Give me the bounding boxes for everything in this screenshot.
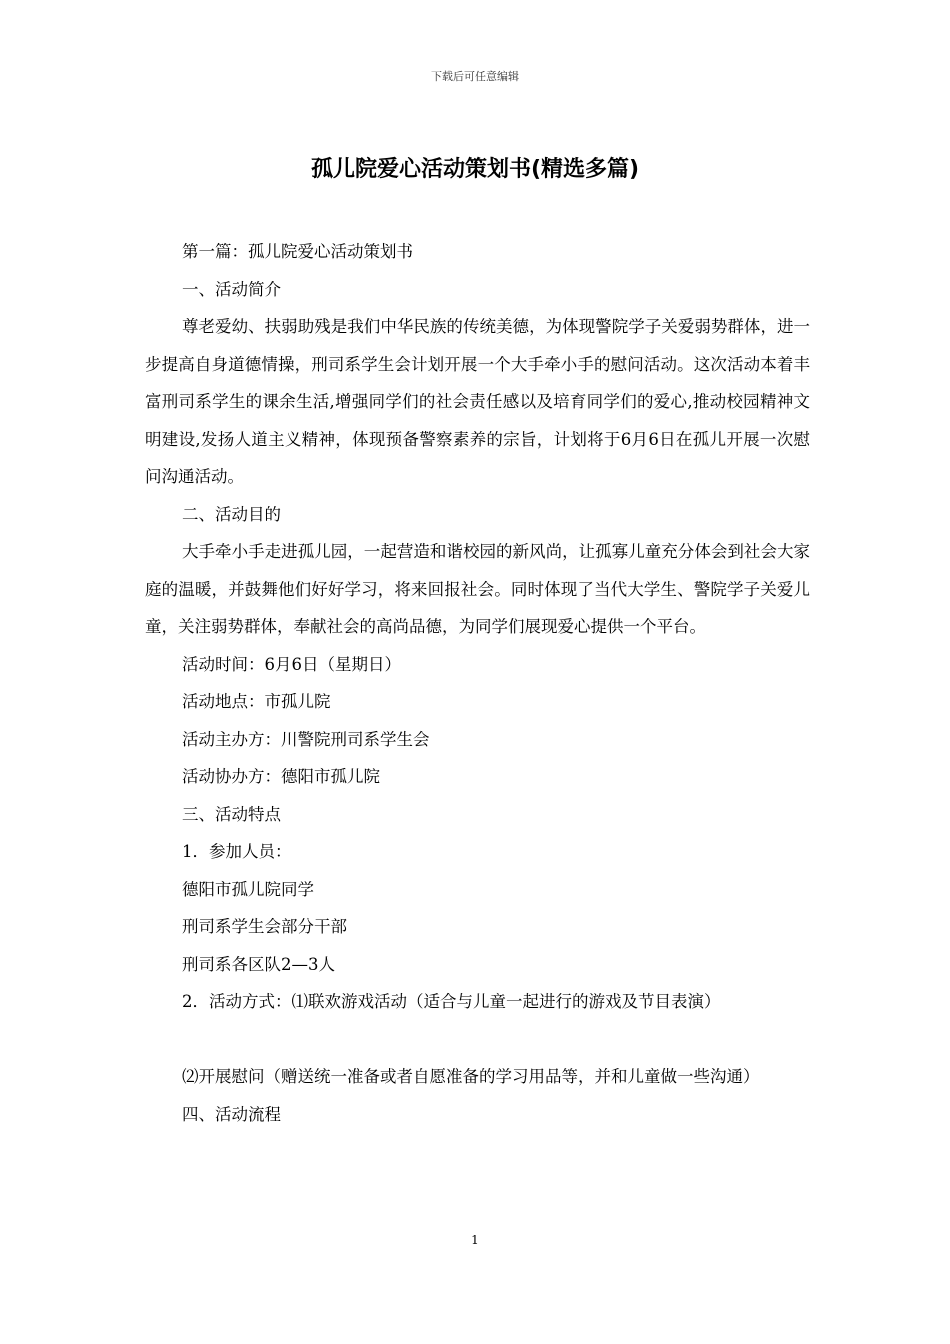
paragraph: ⑵开展慰问（赠送统一准备或者自愿准备的学习用品等，并和儿童做一些沟通） [182,1067,760,1086]
section-heading: 二、活动目的 [182,504,281,524]
text-line: 活动主办方：川警院刑司系学生会 [182,729,430,749]
text-line: 活动协办方：德阳市孤儿院 [182,767,380,786]
text-line: 2．活动方式：⑴联欢游戏活动（适合与儿童一起进行的游戏及节目表演） [182,992,721,1011]
text-line: 活动地点：市孤儿院 [182,692,331,711]
text-line: 活动时间：6月6日（星期日） [182,654,401,674]
section-heading: 一、活动简介 [182,279,281,299]
document-body [145,233,810,1133]
document-title: 孤儿院爱心活动策划书(精选多篇) [310,157,640,182]
paragraph: 大手牵小手走进孤儿园，一起营造和谐校园的新风尚，让孤寡儿童充分体会到社会大家庭的温暖，并鼓舞他们好好学习，将来回报社会。同时体现了当代大学生、警院学子关爱儿童，关注弱势群体，奉献社会的高尚品德，为同学们展现爱心提供一个平台。 [145,542,810,636]
page-number: 1 [471,1233,479,1247]
section-heading: 第一篇：孤儿院爱心活动策划书 [182,242,413,261]
section-heading: 三、活动特点 [182,804,281,824]
text-line: 刑司系各区队2—3人 [182,954,335,974]
text-line: 1．参加人员： [182,842,292,861]
paragraph: 尊老爱幼、扶弱助残是我们中华民族的传统美德，为体现警院学子关爱弱势群体，进一步提高自身道德情操，刑司系学生会计划开展一个大手牵小手的慰问活动。这次活动本着丰富刑司系学生的课余生活,增强同学们的社会责任感以及培育同学们的爱心,推动校园精神文明建设,发扬人道主义精神，体现预备警察素养的宗旨，计划将于6月6日在孤儿开展一次慰问沟通活动。 [145,317,810,486]
text-line: 德阳市孤儿院同学 [182,879,314,899]
page-header: 下载后可任意编辑 [431,70,519,83]
text-line: 刑司系学生会部分干部 [182,917,347,936]
section-heading: 四、活动流程 [182,1104,281,1124]
blank-line [145,1021,810,1059]
